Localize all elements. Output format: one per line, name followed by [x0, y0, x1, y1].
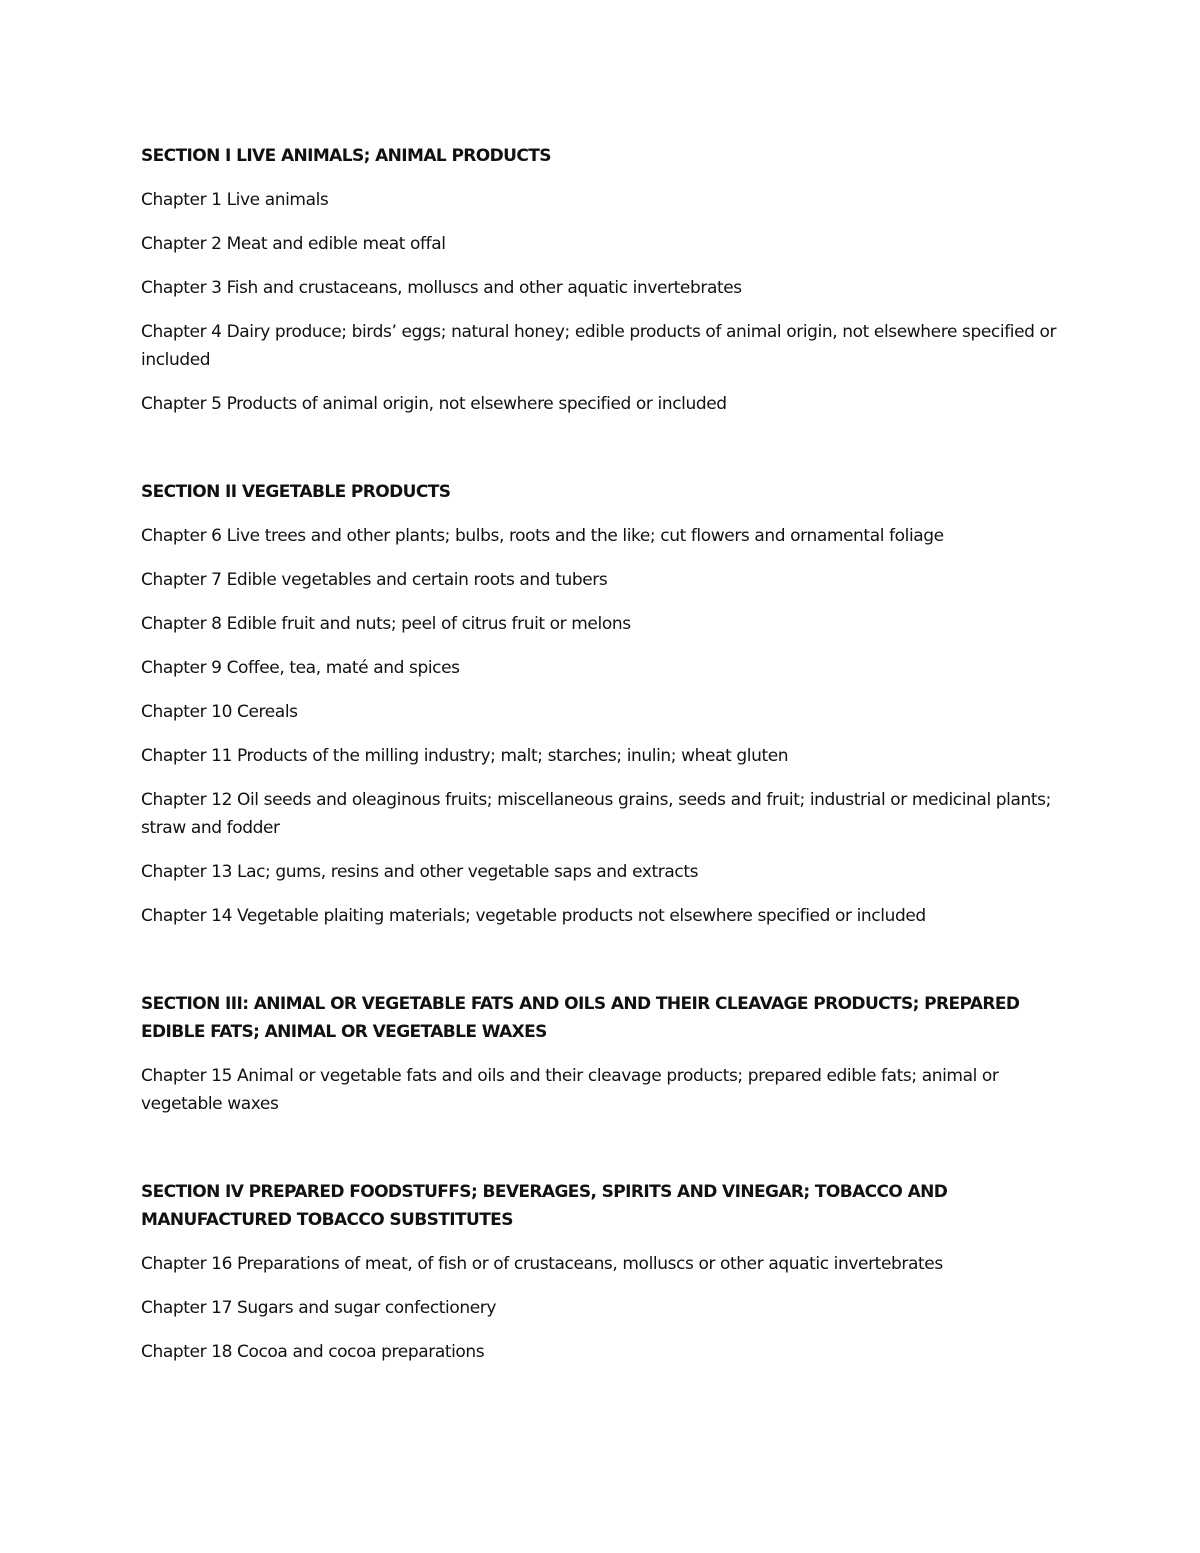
section-ii: [141, 478, 1066, 930]
section-spacer: [141, 1134, 1066, 1178]
chapter-item: Chapter 5 Products of animal origin, not elsewhere specified or included: [141, 394, 727, 414]
section-heading: SECTION I LIVE ANIMALS; ANIMAL PRODUCTS: [141, 146, 551, 166]
chapter-item: Chapter 9 Coffee, tea, maté and spices: [141, 658, 460, 678]
chapter-item: Chapter 4 Dairy produce; birds’ eggs; natural honey; edible products of animal origin, not elsewhere specified or included: [141, 322, 1057, 370]
chapter-item: Chapter 6 Live trees and other plants; bulbs, roots and the like; cut flowers and ornamental foliage: [141, 526, 944, 546]
section-spacer: [141, 946, 1066, 990]
chapter-item: Chapter 7 Edible vegetables and certain roots and tubers: [141, 570, 608, 590]
chapter-item: Chapter 11 Products of the milling industry; malt; starches; inulin; wheat gluten: [141, 746, 789, 766]
chapter-item: Chapter 16 Preparations of meat, of fish or of crustaceans, molluscs or other aquatic invertebrates: [141, 1254, 943, 1274]
chapter-item: Chapter 18 Cocoa and cocoa preparations: [141, 1342, 485, 1362]
document-body: [141, 142, 1066, 1382]
section-iv: [141, 1178, 1066, 1366]
chapter-item: Chapter 8 Edible fruit and nuts; peel of citrus fruit or melons: [141, 614, 631, 634]
section-i: [141, 142, 1066, 418]
section-heading: SECTION III: ANIMAL OR VEGETABLE FATS AND OILS AND THEIR CLEAVAGE PRODUCTS; PREPARED EDIBLE FATS; ANIMAL OR VEGETABLE WAXES: [141, 994, 1020, 1042]
chapter-item: Chapter 17 Sugars and sugar confectionery: [141, 1298, 497, 1318]
chapter-item: Chapter 14 Vegetable plaiting materials; vegetable products not elsewhere specified or included: [141, 906, 926, 926]
section-iii: [141, 990, 1066, 1118]
section-heading: SECTION IV PREPARED FOODSTUFFS; BEVERAGES, SPIRITS AND VINEGAR; TOBACCO AND MANUFACTURED TOBACCO SUBSTITUTES: [141, 1182, 948, 1230]
chapter-item: Chapter 13 Lac; gums, resins and other vegetable saps and extracts: [141, 862, 699, 882]
chapter-item: Chapter 15 Animal or vegetable fats and oils and their cleavage products; prepared edible fats; animal or vegetable waxes: [141, 1066, 999, 1114]
chapter-item: Chapter 1 Live animals: [141, 190, 329, 210]
section-spacer: [141, 434, 1066, 478]
chapter-item: Chapter 3 Fish and crustaceans, molluscs and other aquatic invertebrates: [141, 278, 742, 298]
section-heading: SECTION II VEGETABLE PRODUCTS: [141, 482, 451, 502]
chapter-item: Chapter 12 Oil seeds and oleaginous fruits; miscellaneous grains, seeds and fruit; industrial or medicinal plants; straw and fodder: [141, 790, 1051, 838]
chapter-item: Chapter 2 Meat and edible meat offal: [141, 234, 446, 254]
chapter-item: Chapter 10 Cereals: [141, 702, 298, 722]
